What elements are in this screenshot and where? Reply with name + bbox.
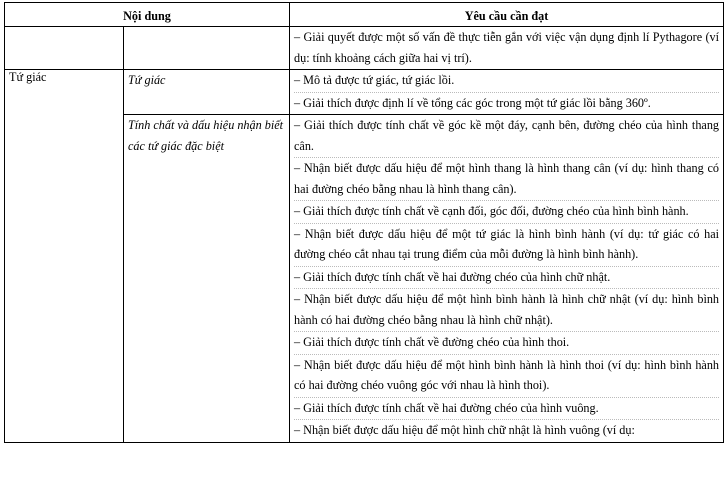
- requirement-item: – Nhận biết được dấu hiệu để một hình chữ nhật là hình vuông (ví dụ:: [294, 423, 635, 437]
- topic-cell: [5, 27, 124, 70]
- requirement-item: – Giải thích được tính chất về hai đường chéo của hình chữ nhật.: [294, 267, 719, 290]
- table-header-row: [5, 3, 724, 27]
- requirements-cell: [290, 70, 724, 115]
- requirements-cell: [290, 27, 724, 70]
- requirement-item: – Giải thích được định lí về tổng các góc trong một tứ giác lồi bằng 360º.: [294, 95, 651, 110]
- requirement-item: – Giải thích được tính chất về góc kề một đáy, cạnh bên, đường chéo của hình thang cân.: [294, 115, 719, 158]
- requirement-item: – Mô tả được tứ giác, tứ giác lồi.: [294, 70, 719, 93]
- subtopic-label: Tứ giác: [128, 73, 166, 87]
- requirement-item: – Giải quyết được một số vấn đề thực tiễn gắn với việc vận dụng định lí Pythagore (ví dụ: tính khoảng cách giữa hai vị trí).: [294, 30, 720, 65]
- header-requirements: Yêu cầu cần đạt: [290, 3, 724, 27]
- subtopic-label: Tính chất và dấu hiệu nhận biết các tứ giác đặc biệt: [128, 118, 284, 153]
- requirement-item: – Giải thích được tính chất về cạnh đối, góc đối, đường chéo của hình bình hành.: [294, 201, 719, 224]
- requirement-item: – Nhận biết được dấu hiệu để một hình bình hành là hình thoi (ví dụ: hình bình hành có hai đường chéo vuông góc với nhau là hình thoi).: [294, 355, 719, 398]
- table-row: [5, 70, 724, 115]
- requirement-item: – Giải thích được tính chất về đường chéo của hình thoi.: [294, 332, 719, 355]
- topic-cell: Tứ giác: [5, 70, 124, 443]
- header-content: Nội dung: [5, 3, 290, 27]
- subtopic-cell: [124, 115, 290, 443]
- requirement-item: – Giải thích được tính chất về hai đường chéo của hình vuông.: [294, 398, 719, 421]
- subtopic-cell: [124, 70, 290, 115]
- curriculum-table: [4, 2, 724, 443]
- subtopic-cell: [124, 27, 290, 70]
- table-row: [5, 27, 724, 70]
- requirement-item: – Nhận biết được dấu hiệu để một tứ giác là hình bình hành (ví dụ: tứ giác có hai đường chéo cắt nhau tại trung điểm của mỗi đường là hình bình hành).: [294, 224, 719, 267]
- requirement-item: – Nhận biết được dấu hiệu để một hình bình hành là hình chữ nhật (ví dụ: hình bình hành có hai đường chéo bằng nhau là hình chữ nhật).: [294, 289, 719, 332]
- requirement-item: – Nhận biết được dấu hiệu để một hình thang là hình thang cân (ví dụ: hình thang có hai đường chéo bằng nhau là hình thang cân).: [294, 158, 719, 201]
- requirements-cell: [290, 115, 724, 443]
